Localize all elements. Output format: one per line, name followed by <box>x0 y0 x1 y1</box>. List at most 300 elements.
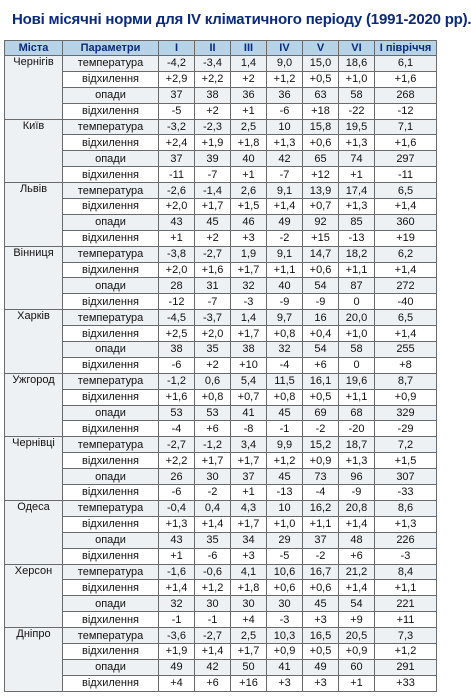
city-name: Одеса <box>5 500 63 564</box>
month-value: 0,4 <box>195 500 231 516</box>
month-value: +2,2 <box>159 453 195 469</box>
parameter-label: температура <box>63 500 159 516</box>
table-row <box>5 246 437 262</box>
month-value: +0,8 <box>267 389 303 405</box>
month-value: +4 <box>231 612 267 628</box>
month-value: -2,7 <box>195 628 231 644</box>
month-value: +1,4 <box>195 516 231 532</box>
half-year-value: -29 <box>375 421 437 437</box>
month-value: +1 <box>231 103 267 119</box>
table-row <box>5 71 437 87</box>
month-value: -13 <box>339 230 375 246</box>
month-value: +2,9 <box>159 71 195 87</box>
month-value: 58 <box>339 342 375 358</box>
month-value: -3,8 <box>159 246 195 262</box>
month-value: 9,1 <box>267 183 303 199</box>
month-value: 45 <box>303 596 339 612</box>
table-row <box>5 389 437 405</box>
table-row <box>5 532 437 548</box>
city-name: Чернігів <box>5 56 63 120</box>
month-value: +1 <box>231 485 267 501</box>
parameter-label: температура <box>63 373 159 389</box>
month-value: +15 <box>303 230 339 246</box>
month-value: 38 <box>195 87 231 103</box>
parameter-label: відхилення <box>63 516 159 532</box>
month-value: 19,6 <box>339 373 375 389</box>
half-year-value: 7,2 <box>375 437 437 453</box>
half-year-value: 6,5 <box>375 183 437 199</box>
half-year-value: +19 <box>375 230 437 246</box>
month-value: 13,9 <box>303 183 339 199</box>
month-value: +0,9 <box>303 453 339 469</box>
parameter-label: опади <box>63 469 159 485</box>
month-value: -7 <box>195 167 231 183</box>
month-value: 87 <box>339 278 375 294</box>
table-row <box>5 485 437 501</box>
half-year-value: +1,5 <box>375 453 437 469</box>
half-year-value: 7,1 <box>375 119 437 135</box>
city-name: Київ <box>5 119 63 183</box>
month-value: -1,4 <box>195 183 231 199</box>
month-value: 54 <box>339 596 375 612</box>
month-value: +12 <box>303 167 339 183</box>
month-value: 10,3 <box>267 628 303 644</box>
month-value: 0 <box>339 294 375 310</box>
month-value: +1,1 <box>339 389 375 405</box>
month-value: -2 <box>195 485 231 501</box>
parameter-label: відхилення <box>63 326 159 342</box>
climate-norms-table <box>4 40 437 692</box>
month-value: +0,5 <box>303 389 339 405</box>
month-value: +1,2 <box>267 453 303 469</box>
month-value: -3,6 <box>159 628 195 644</box>
parameter-label: опади <box>63 342 159 358</box>
month-value: 36 <box>231 87 267 103</box>
month-value: +1,7 <box>231 516 267 532</box>
month-value: +0,8 <box>195 389 231 405</box>
parameter-label: відхилення <box>63 199 159 215</box>
month-value: 20,0 <box>339 310 375 326</box>
month-value: 45 <box>195 214 231 230</box>
half-year-value: 272 <box>375 278 437 294</box>
table-row <box>5 500 437 516</box>
month-value: +1,7 <box>231 453 267 469</box>
month-value: +0,9 <box>267 643 303 659</box>
month-value: 16,7 <box>303 564 339 580</box>
month-value: 53 <box>195 405 231 421</box>
month-value: +1,3 <box>339 135 375 151</box>
half-year-value: +1,6 <box>375 135 437 151</box>
month-value: 30 <box>267 596 303 612</box>
column-header-month-5: V <box>303 41 339 56</box>
half-year-value: 329 <box>375 405 437 421</box>
half-year-value: 7,3 <box>375 628 437 644</box>
parameter-label: опади <box>63 214 159 230</box>
month-value: +0,6 <box>303 580 339 596</box>
month-value: -1 <box>195 612 231 628</box>
month-value: 73 <box>303 469 339 485</box>
month-value: 37 <box>159 87 195 103</box>
month-value: +10 <box>231 357 267 373</box>
month-value: 17,4 <box>339 183 375 199</box>
month-value: +1 <box>231 167 267 183</box>
month-value: -8 <box>231 421 267 437</box>
month-value: +1,1 <box>303 516 339 532</box>
month-value: 30 <box>195 596 231 612</box>
parameter-label: відхилення <box>63 167 159 183</box>
month-value: -5 <box>267 548 303 564</box>
month-value: +1,4 <box>339 580 375 596</box>
table-header-row <box>5 41 437 56</box>
table-row <box>5 230 437 246</box>
month-value: +6 <box>195 675 231 691</box>
month-value: 16,1 <box>303 373 339 389</box>
month-value: +1,1 <box>339 262 375 278</box>
month-value: 65 <box>303 151 339 167</box>
month-value: +1,7 <box>231 643 267 659</box>
month-value: +9 <box>339 612 375 628</box>
month-value: -9 <box>339 485 375 501</box>
month-value: -2,7 <box>195 246 231 262</box>
month-value: -22 <box>339 103 375 119</box>
month-value: 32 <box>267 342 303 358</box>
month-value: -3 <box>231 294 267 310</box>
parameter-label: температура <box>63 56 159 72</box>
month-value: 31 <box>195 278 231 294</box>
month-value: 15,0 <box>303 56 339 72</box>
month-value: +6 <box>195 421 231 437</box>
page-title: Нові місячні норми для IV кліматичного періоду (1991-2020 рр). <box>12 10 471 28</box>
month-value: 54 <box>303 278 339 294</box>
month-value: 5,4 <box>231 373 267 389</box>
month-value: -6 <box>159 485 195 501</box>
month-value: +3 <box>267 675 303 691</box>
month-value: +1,7 <box>231 262 267 278</box>
half-year-value: +11 <box>375 612 437 628</box>
month-value: +1,2 <box>267 71 303 87</box>
month-value: 43 <box>159 532 195 548</box>
month-value: +2 <box>231 71 267 87</box>
month-value: +1,7 <box>231 326 267 342</box>
half-year-value: 226 <box>375 532 437 548</box>
half-year-value: 268 <box>375 87 437 103</box>
table-row <box>5 405 437 421</box>
month-value: 45 <box>267 405 303 421</box>
city-name: Ужгород <box>5 373 63 437</box>
month-value: +2 <box>195 357 231 373</box>
month-value: +2 <box>195 230 231 246</box>
month-value: +1,9 <box>159 643 195 659</box>
month-value: 35 <box>195 532 231 548</box>
month-value: 49 <box>159 659 195 675</box>
month-value: 15,8 <box>303 119 339 135</box>
month-value: 96 <box>339 469 375 485</box>
month-value: -1 <box>159 612 195 628</box>
month-value: 16 <box>303 310 339 326</box>
month-value: 9,9 <box>267 437 303 453</box>
parameter-label: температура <box>63 628 159 644</box>
month-value: +1,3 <box>159 516 195 532</box>
city-name: Дніпро <box>5 628 63 692</box>
month-value: +1,1 <box>267 262 303 278</box>
month-value: 16,5 <box>303 628 339 644</box>
month-value: 39 <box>195 151 231 167</box>
table-row <box>5 56 437 72</box>
month-value: -7 <box>195 294 231 310</box>
table-row <box>5 548 437 564</box>
month-value: 4,3 <box>231 500 267 516</box>
month-value: -2 <box>267 230 303 246</box>
month-value: 38 <box>159 342 195 358</box>
month-value: +0,7 <box>303 199 339 215</box>
month-value: +1,3 <box>339 199 375 215</box>
month-value: 14,7 <box>303 246 339 262</box>
month-value: +1,5 <box>231 199 267 215</box>
half-year-value: +0,9 <box>375 389 437 405</box>
table-row <box>5 87 437 103</box>
month-value: 0,6 <box>195 373 231 389</box>
half-year-value: +1,1 <box>375 580 437 596</box>
half-year-value: 8,6 <box>375 500 437 516</box>
column-header-half-year: I півріччя <box>375 41 437 56</box>
half-year-value: -3 <box>375 548 437 564</box>
parameter-label: опади <box>63 659 159 675</box>
month-value: -3,2 <box>159 119 195 135</box>
half-year-value: 307 <box>375 469 437 485</box>
month-value: 9,0 <box>267 56 303 72</box>
month-value: -4 <box>303 485 339 501</box>
month-value: +0,8 <box>267 326 303 342</box>
parameter-label: температура <box>63 564 159 580</box>
half-year-value: 221 <box>375 596 437 612</box>
half-year-value: +1,4 <box>375 199 437 215</box>
table-row <box>5 199 437 215</box>
parameter-label: відхилення <box>63 103 159 119</box>
month-value: -2,7 <box>159 437 195 453</box>
half-year-value: +1,4 <box>375 326 437 342</box>
month-value: +1 <box>159 548 195 564</box>
month-value: +3 <box>303 675 339 691</box>
month-value: +1,0 <box>339 326 375 342</box>
table-row <box>5 564 437 580</box>
table-row <box>5 421 437 437</box>
parameter-label: відхилення <box>63 675 159 691</box>
month-value: -6 <box>267 103 303 119</box>
parameter-label: температура <box>63 183 159 199</box>
half-year-value: 6,5 <box>375 310 437 326</box>
month-value: +1 <box>339 167 375 183</box>
column-header-city: Міста <box>5 41 63 56</box>
month-value: +0,7 <box>231 389 267 405</box>
table-row <box>5 628 437 644</box>
month-value: -5 <box>159 103 195 119</box>
month-value: -0,4 <box>159 500 195 516</box>
month-value: 45 <box>267 469 303 485</box>
month-value: 36 <box>267 87 303 103</box>
month-value: +0,5 <box>303 71 339 87</box>
month-value: -9 <box>303 294 339 310</box>
table-row <box>5 675 437 691</box>
month-value: 2,5 <box>231 628 267 644</box>
parameter-label: опади <box>63 596 159 612</box>
column-header-month-3: III <box>231 41 267 56</box>
table-row <box>5 151 437 167</box>
month-value: +0,9 <box>339 643 375 659</box>
parameter-label: опади <box>63 87 159 103</box>
column-header-month-6: VI <box>339 41 375 56</box>
month-value: +1,4 <box>339 516 375 532</box>
table-row <box>5 103 437 119</box>
month-value: -3,4 <box>195 56 231 72</box>
month-value: 15,2 <box>303 437 339 453</box>
month-value: +2,0 <box>159 262 195 278</box>
month-value: 18,2 <box>339 246 375 262</box>
month-value: -2 <box>303 421 339 437</box>
month-value: 54 <box>303 342 339 358</box>
table-row <box>5 516 437 532</box>
month-value: +1,0 <box>267 516 303 532</box>
parameter-label: відхилення <box>63 643 159 659</box>
table-row <box>5 310 437 326</box>
table-row <box>5 294 437 310</box>
half-year-value: +1,4 <box>375 262 437 278</box>
month-value: +2,4 <box>159 135 195 151</box>
month-value: +3 <box>303 612 339 628</box>
month-value: 41 <box>267 659 303 675</box>
month-value: 9,7 <box>267 310 303 326</box>
month-value: -6 <box>195 548 231 564</box>
month-value: -0,6 <box>195 564 231 580</box>
month-value: -2 <box>303 548 339 564</box>
month-value: 43 <box>159 214 195 230</box>
month-value: +1,6 <box>195 262 231 278</box>
city-name: Чернівці <box>5 437 63 501</box>
month-value: 10,6 <box>267 564 303 580</box>
month-value: +3 <box>231 548 267 564</box>
month-value: 20,8 <box>339 500 375 516</box>
month-value: +1 <box>159 230 195 246</box>
month-value: +6 <box>303 357 339 373</box>
month-value: +0,5 <box>303 643 339 659</box>
parameter-label: відхилення <box>63 357 159 373</box>
month-value: 41 <box>231 405 267 421</box>
month-value: 49 <box>267 214 303 230</box>
month-value: +0,6 <box>303 262 339 278</box>
month-value: +1,8 <box>231 580 267 596</box>
month-value: -1 <box>267 421 303 437</box>
month-value: 1,4 <box>231 310 267 326</box>
month-value: 21,2 <box>339 564 375 580</box>
month-value: 58 <box>339 87 375 103</box>
month-value: 11,5 <box>267 373 303 389</box>
month-value: 37 <box>231 469 267 485</box>
table-row <box>5 214 437 230</box>
month-value: -11 <box>159 167 195 183</box>
half-year-value: +8 <box>375 357 437 373</box>
month-value: +4 <box>159 675 195 691</box>
month-value: -4,2 <box>159 56 195 72</box>
month-value: 68 <box>339 405 375 421</box>
parameter-label: температура <box>63 310 159 326</box>
month-value: 32 <box>159 596 195 612</box>
month-value: 40 <box>267 278 303 294</box>
month-value: -12 <box>159 294 195 310</box>
column-header-month-4: IV <box>267 41 303 56</box>
half-year-value: 255 <box>375 342 437 358</box>
column-header-month-2: II <box>195 41 231 56</box>
month-value: 20,5 <box>339 628 375 644</box>
month-value: +1,3 <box>267 135 303 151</box>
month-value: 1,9 <box>231 246 267 262</box>
month-value: -1,6 <box>159 564 195 580</box>
month-value: 50 <box>231 659 267 675</box>
parameter-label: відхилення <box>63 612 159 628</box>
parameter-label: відхилення <box>63 71 159 87</box>
city-name: Херсон <box>5 564 63 628</box>
month-value: -3,7 <box>195 310 231 326</box>
table-row <box>5 342 437 358</box>
month-value: +1,3 <box>339 453 375 469</box>
month-value: 49 <box>303 659 339 675</box>
month-value: 40 <box>231 151 267 167</box>
month-value: +18 <box>303 103 339 119</box>
parameter-label: опади <box>63 532 159 548</box>
month-value: +1,6 <box>159 389 195 405</box>
month-value: 2,5 <box>231 119 267 135</box>
half-year-value: -33 <box>375 485 437 501</box>
month-value: +1,0 <box>339 71 375 87</box>
parameter-label: відхилення <box>63 135 159 151</box>
month-value: -3 <box>267 612 303 628</box>
table-row <box>5 357 437 373</box>
month-value: 48 <box>339 532 375 548</box>
parameter-label: відхилення <box>63 262 159 278</box>
month-value: -9 <box>267 294 303 310</box>
month-value: -4 <box>267 357 303 373</box>
table-row <box>5 580 437 596</box>
parameter-label: відхилення <box>63 580 159 596</box>
half-year-value: -40 <box>375 294 437 310</box>
month-value: 92 <box>303 214 339 230</box>
half-year-value: -11 <box>375 167 437 183</box>
month-value: 4,1 <box>231 564 267 580</box>
month-value: +1,2 <box>195 580 231 596</box>
half-year-value: 6,2 <box>375 246 437 262</box>
city-name: Вінниця <box>5 246 63 310</box>
table-row <box>5 643 437 659</box>
month-value: +0,6 <box>303 135 339 151</box>
table-row <box>5 596 437 612</box>
table-row <box>5 437 437 453</box>
city-name: Харків <box>5 310 63 374</box>
half-year-value: +1,6 <box>375 71 437 87</box>
month-value: +2,0 <box>195 326 231 342</box>
half-year-value: +1,2 <box>375 643 437 659</box>
month-value: -4,5 <box>159 310 195 326</box>
table-row <box>5 167 437 183</box>
table-row <box>5 119 437 135</box>
half-year-value: -12 <box>375 103 437 119</box>
table-row <box>5 373 437 389</box>
month-value: +0,6 <box>267 580 303 596</box>
month-value: +2 <box>195 103 231 119</box>
parameter-label: відхилення <box>63 294 159 310</box>
table-row <box>5 612 437 628</box>
parameter-label: відхилення <box>63 230 159 246</box>
month-value: 19,5 <box>339 119 375 135</box>
month-value: 1,4 <box>231 56 267 72</box>
month-value: -4 <box>159 421 195 437</box>
